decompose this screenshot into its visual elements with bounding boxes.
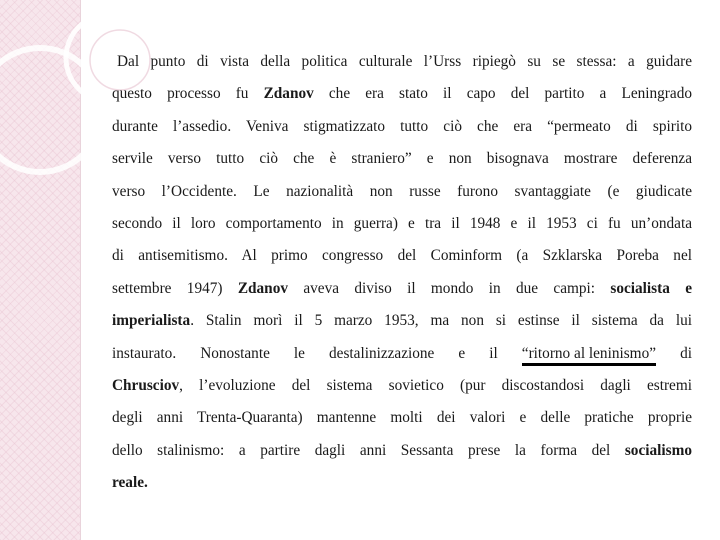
text-segment: di	[656, 344, 692, 362]
bold-text: reale.	[112, 474, 148, 492]
paragraph-line	[112, 176, 692, 208]
text-segment: dello stalinismo: a partire dagli anni Sessanta prese la forma del	[112, 441, 625, 459]
text-segment: , l’evoluzione del sistema sovietico (pur discostandosi dagli estremi	[179, 376, 692, 394]
paragraph-line	[112, 240, 692, 272]
paragraph-line	[112, 370, 692, 402]
underlined-text: “ritorno al leninismo”	[522, 344, 656, 366]
text-segment: che era stato il capo del partito a Leningrado	[313, 85, 692, 103]
paragraph-line	[112, 111, 692, 143]
text-segment: servile verso tutto ciò che è straniero” e non bisognava mostrare deferenza	[112, 150, 692, 168]
text-segment: degli anni Trenta-Quaranta) mantenne molti dei valori e delle pratiche proprie	[112, 409, 692, 427]
text-segment: di antisemitismo. Al primo congresso del Cominform (a Szklarska Poreba nel	[112, 247, 692, 265]
bold-text: Chrusciov	[112, 376, 180, 394]
paragraph-line	[112, 402, 692, 434]
paragraph-line	[112, 208, 692, 240]
paragraph-line	[112, 467, 692, 499]
text-segment: aveva diviso il mondo in due campi:	[288, 279, 611, 297]
text-segment: Dal punto di vista della politica culturale l’Urss ripiegò su se stessa: a guidare	[117, 53, 692, 70]
bold-text: socialismo	[624, 441, 692, 459]
paragraph-line	[112, 46, 692, 78]
text-segment: instaurato. Nonostante le destalinizzazione e il	[112, 344, 522, 362]
paragraph-line	[112, 143, 692, 175]
text-segment: secondo il loro comportamento in guerra) e tra il 1948 e il 1953 ci fu un’ondata	[112, 214, 692, 232]
paragraph-line	[112, 273, 692, 305]
bold-text: socialista e	[610, 279, 692, 297]
paragraph	[112, 46, 692, 499]
paragraph-line	[112, 338, 692, 370]
paragraph-line	[112, 435, 692, 467]
paragraph-line	[112, 305, 692, 337]
text-segment: . Stalin morì il 5 marzo 1953, ma non si estinse il sistema da lui	[190, 312, 692, 330]
text-segment: settembre 1947)	[112, 279, 238, 297]
paragraph-line	[112, 78, 692, 110]
text-segment: verso l’Occidente. Le nazionalità non russe furono svantaggiate (e giudicate	[112, 182, 692, 200]
text-segment: questo processo fu	[112, 85, 264, 103]
text-segment: durante l’assedio. Veniva stigmatizzato tutto ciò che era “permeato di spirito	[112, 117, 692, 135]
bold-text: Zdanov	[263, 85, 314, 103]
bold-text: imperialista	[112, 312, 191, 330]
bold-text: Zdanov	[237, 279, 288, 297]
